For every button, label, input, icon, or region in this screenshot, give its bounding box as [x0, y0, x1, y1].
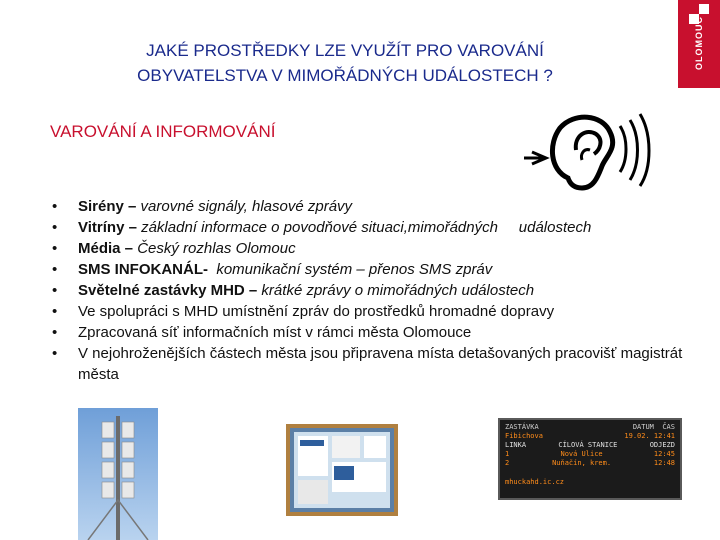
list-item	[52, 217, 702, 238]
display-web: mhuckahd.ic.cz	[505, 478, 565, 486]
display-date-label: DATUM	[632, 423, 654, 431]
list-item	[52, 322, 702, 343]
list-item	[52, 259, 702, 280]
display-row-dest: Nuňačín, krem.	[552, 459, 612, 467]
list-item	[52, 238, 702, 259]
display-columns	[505, 441, 675, 450]
display-row-dest: Nová Ulice	[560, 450, 603, 458]
tram-display-photo	[498, 418, 682, 500]
bullet-icon: •	[52, 282, 58, 299]
list-item-text: komunikační systém – přenos SMS zpráv	[208, 261, 493, 278]
list-item-strong: Sirény –	[78, 198, 137, 215]
list-item	[52, 301, 702, 322]
list-item-strong: Světelné zastávky MHD –	[78, 282, 258, 299]
list-item-text: základní informace o povodňové situaci,mimořádných událostech	[136, 219, 592, 236]
bullet-icon: •	[52, 303, 58, 320]
list-item-text: krátké zprávy o mimořádných událostech	[257, 282, 535, 299]
page-title-line-2: OBYVATELSTVA V MIMOŘÁDNÝCH UDÁLOSTECH ?	[137, 66, 553, 85]
list-item	[52, 343, 702, 385]
display-footer	[505, 478, 675, 487]
display-time-label: ČAS	[662, 423, 675, 431]
display-row-line: 2	[505, 459, 510, 467]
bullet-icon: •	[52, 345, 58, 362]
list-item-strong: Média –	[78, 240, 134, 257]
display-stop-label: ZASTÁVKA	[505, 423, 539, 431]
bullet-icon: •	[52, 261, 58, 278]
list-item-text: Ve spolupráci s MHD umístnění zpráv do prostředků hromadné dopravy	[78, 303, 555, 320]
siren-tower-photo	[78, 408, 158, 540]
display-col-dest: CÍLOVÁ STANICE	[558, 441, 618, 449]
display-row	[505, 459, 675, 468]
section-heading: VAROVÁNÍ A INFORMOVÁNÍ	[50, 122, 276, 141]
list-item	[52, 280, 702, 301]
bullet-icon: •	[52, 324, 58, 341]
list-item	[52, 196, 702, 217]
display-row-dep: 12:48	[653, 459, 675, 467]
display-stop-row	[505, 432, 675, 441]
display-stop-name: Fibichova	[505, 432, 543, 440]
bullet-icon: •	[52, 219, 58, 236]
notice-board-photo	[286, 424, 398, 516]
display-date: 19.02.	[624, 432, 650, 440]
display-row-line: 1	[505, 450, 510, 458]
bullet-list	[52, 196, 702, 385]
ear-icon	[524, 108, 658, 192]
logo-text: OLOMOUC	[694, 16, 704, 70]
list-item-text: Zpracovaná síť informačních míst v rámci města Olomouce	[78, 324, 472, 341]
list-item-strong: SMS INFOKANÁL-	[78, 261, 208, 278]
display-col-line: LINKA	[505, 441, 527, 449]
list-item-text: Český rozhlas Olomouc	[133, 240, 296, 257]
page-title-line-1: JAKÉ PROSTŘEDKY LZE VYUŽÍT PRO VAROVÁNÍ	[146, 41, 544, 60]
list-item-text: varovné signály, hlasové zprávy	[136, 198, 353, 215]
display-time: 12:41	[653, 432, 675, 440]
olomouc-logo	[678, 0, 720, 88]
list-item-text: V nejohroženějších částech města jsou připravena místa detašovaných pracovišť magistrát města	[78, 345, 683, 383]
bullet-icon: •	[52, 240, 58, 257]
bullet-icon: •	[52, 198, 58, 215]
display-header	[505, 423, 675, 432]
display-col-dep: ODJEZD	[649, 441, 675, 449]
list-item-strong: Vitríny –	[78, 219, 137, 236]
page-title	[60, 38, 630, 88]
display-row-dep: 12:45	[653, 450, 675, 458]
display-row	[505, 450, 675, 459]
